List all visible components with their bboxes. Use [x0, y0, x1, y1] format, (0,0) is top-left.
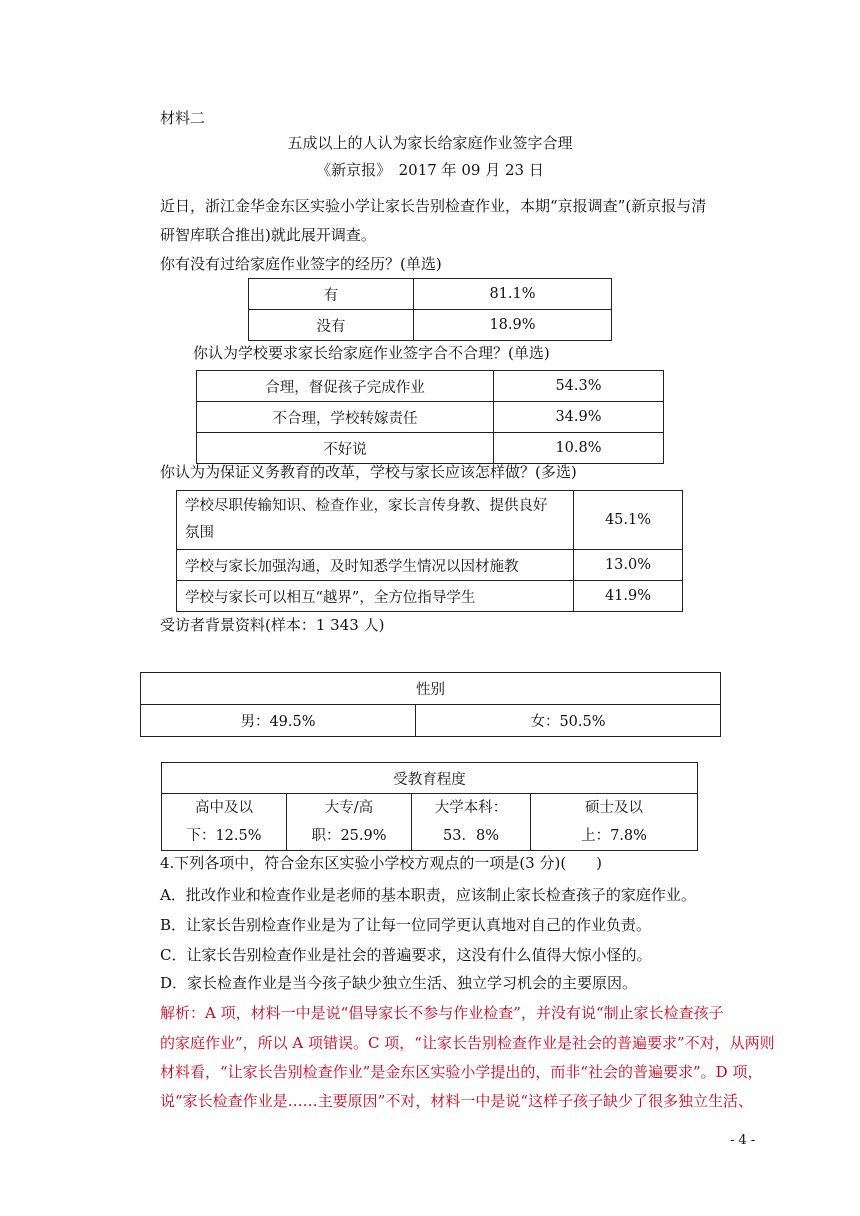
table-row — [197, 433, 664, 464]
question-4-stem: 4.下列各项中，符合金东区实验小学校方观点的一项是(3 分)( ) — [160, 854, 603, 872]
answer-value: 13.0% — [574, 550, 683, 581]
answer-value: 54.3% — [494, 371, 664, 402]
table-row — [162, 763, 698, 794]
survey-table-1 — [248, 278, 612, 341]
table-row — [141, 705, 721, 737]
answer-label: 有 — [249, 279, 414, 310]
gender-table — [140, 672, 721, 737]
intro-line-2: 研智库联合推出)就此展开调查。 — [160, 226, 376, 244]
analysis-line-1: 解析：A 项，材料一中是说“倡导家长不参与作业检查”，并没有说“制止家长检查孩子 — [160, 1004, 724, 1022]
education-header: 受教育程度 — [162, 763, 698, 794]
option-d: D．家长检查作业是当今孩子缺少独立生活、独立学习机会的主要原因。 — [160, 974, 638, 992]
answer-value: 10.8% — [494, 433, 664, 464]
gender-male: 男：49.5% — [141, 705, 416, 737]
survey-question-3: 你认为为保证义务教育的改革，学校与家长应该怎样做？(多选) — [160, 463, 577, 481]
respondents-note: 受访者背景资料(样本：1 343 人) — [160, 616, 385, 634]
answer-label: 学校与家长加强沟通，及时知悉学生情况以因材施教 — [177, 550, 574, 581]
table-row — [197, 371, 664, 402]
answer-label: 合理，督促孩子完成作业 — [197, 371, 494, 402]
answer-value: 18.9% — [414, 310, 612, 341]
education-cell: 硕士及以 上：7.8% — [531, 794, 698, 851]
answer-value: 41.9% — [574, 581, 683, 612]
education-cell: 大专/高 职：25.9% — [287, 794, 412, 851]
analysis-line-3: 材料看，“让家长告别检查作业”是金东区实验小学提出的，而非“社会的普遍要求”。D 项， — [160, 1063, 763, 1081]
gender-header: 性别 — [141, 673, 721, 705]
table-row — [249, 279, 612, 310]
answer-label: 不合理，学校转嫁责任 — [197, 402, 494, 433]
survey-question-2: 你认为学校要求家长给家庭作业签字合不合理？(单选) — [193, 344, 550, 362]
option-c: C．让家长告别检查作业是社会的普遍要求，这没有什么值得大惊小怪的。 — [160, 946, 652, 964]
answer-value: 34.9% — [494, 402, 664, 433]
answer-label: 学校尽职传输知识、检查作业，家长言传身教、提供良好 氛围 — [177, 491, 574, 550]
option-a: A．批改作业和检查作业是老师的基本职责，应该制止家长检查孩子的家庭作业。 — [160, 886, 696, 904]
answer-label: 没有 — [249, 310, 414, 341]
source-line: 《新京报》 2017 年 09 月 23 日 — [316, 161, 544, 179]
analysis-line-2: 的家庭作业”，所以 A 项错误。C 项，“让家长告别检查作业是社会的普遍要求”不对，从两则 — [160, 1034, 775, 1052]
table-row — [249, 310, 612, 341]
survey-table-3 — [176, 490, 683, 612]
section-title: 材料二 — [160, 109, 206, 127]
page-number: - 4 - — [730, 1133, 756, 1148]
answer-label: 学校与家长可以相互“越界”，全方位指导学生 — [177, 581, 574, 612]
education-cell: 大学本科： 53．8% — [412, 794, 531, 851]
table-row — [177, 491, 683, 550]
answer-value: 45.1% — [574, 491, 683, 550]
table-row — [141, 673, 721, 705]
table-row — [177, 581, 683, 612]
survey-table-2 — [196, 370, 664, 464]
analysis-line-4: 说“家长检查作业是……主要原因”不对，材料一中是说“这样子孩子缺少了很多独立生活、 — [160, 1092, 754, 1110]
answer-label: 不好说 — [197, 433, 494, 464]
intro-line-1: 近日，浙江金华金东区实验小学让家长告别检查作业，本期“京报调查”(新京报与清 — [160, 197, 707, 215]
gender-female: 女：50.5% — [416, 705, 721, 737]
education-cell: 高中及以 下：12.5% — [162, 794, 287, 851]
table-row — [197, 402, 664, 433]
option-b: B．让家长告别检查作业是为了让每一位同学更认真地对自己的作业负责。 — [160, 916, 652, 934]
table-row — [177, 550, 683, 581]
article-title: 五成以上的人认为家长给家庭作业签字合理 — [287, 134, 573, 152]
answer-value: 81.1% — [414, 279, 612, 310]
education-table — [161, 762, 698, 851]
survey-question-1: 你有没有过给家庭作业签字的经历？(单选) — [160, 255, 442, 273]
table-row — [162, 794, 698, 851]
analysis-label: 解析： — [160, 1004, 206, 1022]
